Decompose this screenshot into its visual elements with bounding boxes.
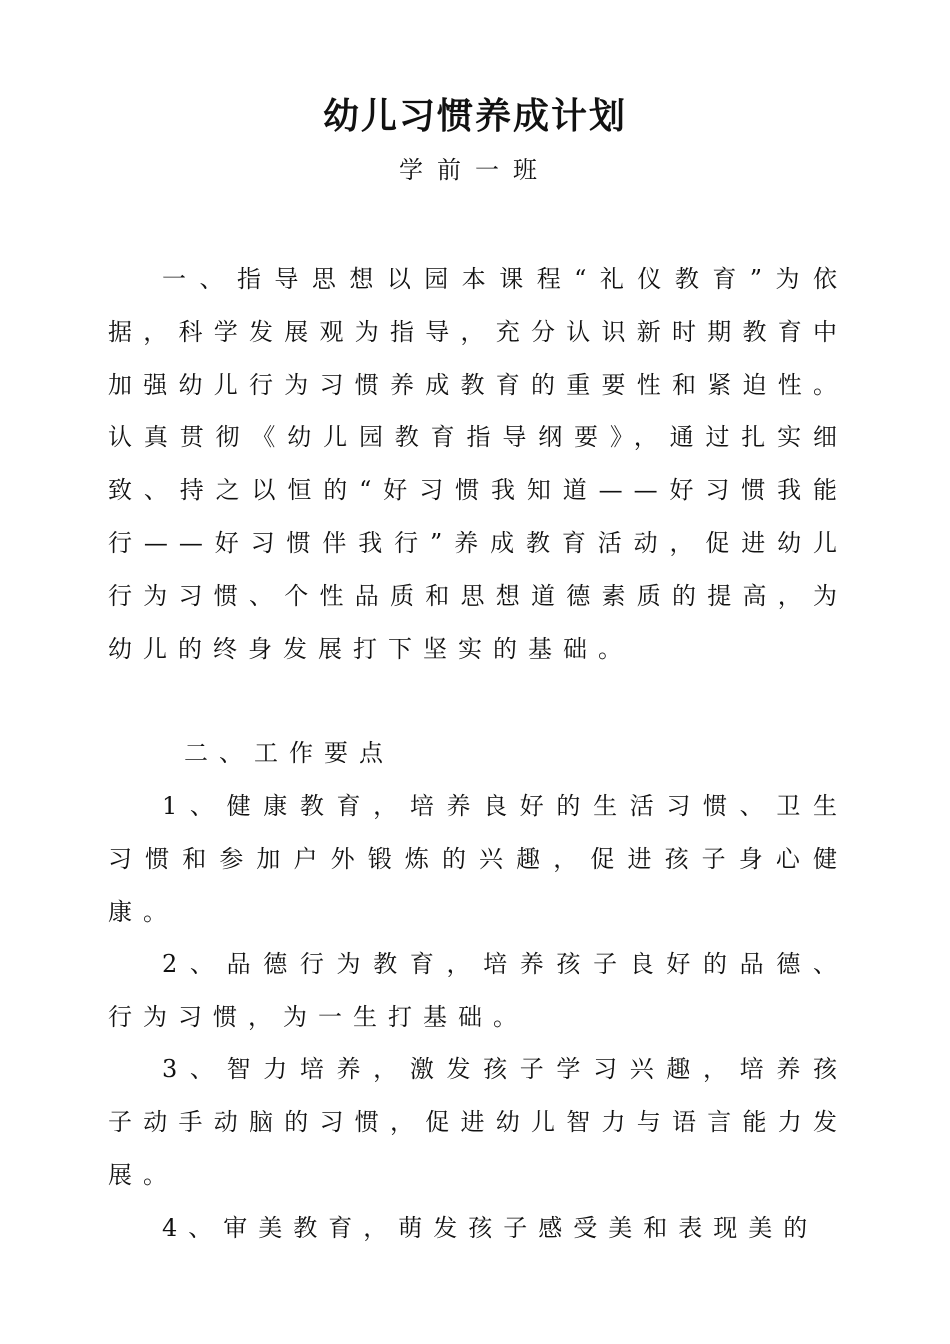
document-title: 幼儿习惯养成计划 [322,95,627,137]
paragraph-text: 一、指导思想以园本课程“礼仪教育”为依据，科学发展观为指导，充分认识新时期教育中加强幼儿行为习惯养成教育的重要性和紧迫性。认真贯彻《幼儿园教育指导纲要》，通过扎实细致、持之以恒的“好习惯我知道——好习惯我能行——好习惯伴我行”养成教育活动，促进幼儿行为习惯、个性品质和思想道德素质的提高，为幼儿的终身发展打下坚实的基础。 [108,265,848,663]
paragraph-guiding-ideology [108,253,848,675]
paragraph-text: 1、健康教育，培养良好的生活习惯、卫生习惯和参加户外锻炼的兴趣，促进孩子身心健康。 [108,792,848,926]
section-heading-work-points [108,727,848,780]
paragraph-text: 3、智力培养，激发孩子学习兴趣，培养孩子动手动脑的习惯，促进幼儿智力与语言能力发展。 [108,1055,848,1189]
paragraph-text: 2、品德行为教育，培养孩子良好的品德、行为习惯，为一生打基础。 [108,950,848,1031]
paragraph-health-education [108,780,848,938]
document-subtitle: 学前一班 [399,156,551,184]
paragraph-intellectual-training [108,1043,848,1201]
paragraph-aesthetic-education [108,1202,848,1255]
paragraph-text: 4、审美教育，萌发孩子感受美和表现美的 [162,1214,819,1242]
heading-text: 二、工作要点 [184,739,394,767]
paragraph-moral-education [108,938,848,1044]
